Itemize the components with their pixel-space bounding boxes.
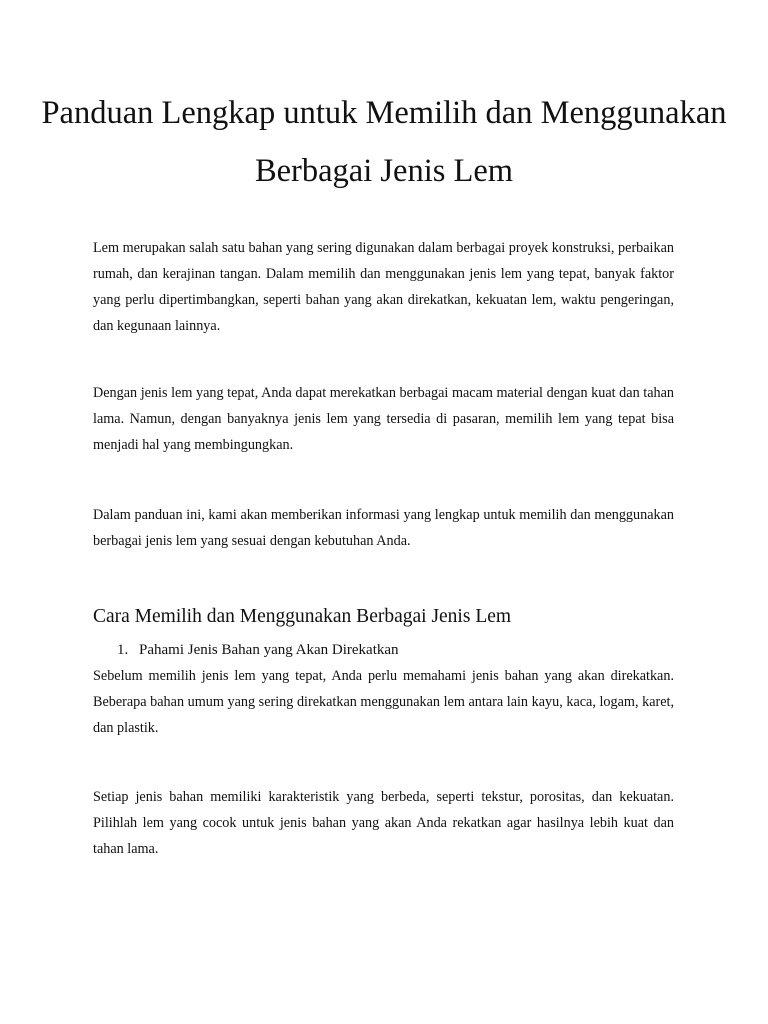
intro-paragraph-1: Lem merupakan salah satu bahan yang sering digunakan dalam berbagai proyek konstruksi, perbaikan rumah, dan kerajinan tangan. Dalam memilih dan menggunakan jenis lem yang tepat, banyak faktor yang perlu dipertimbangkan, seperti bahan yang akan direkatkan, kekuatan lem, waktu pengeringan, dan kegunaan lainnya. [93,240,674,334]
list-item-number: 1. [117,642,129,658]
section-heading: Cara Memilih dan Menggunakan Berbagai Jenis Lem [93,606,512,627]
numbered-list-item [117,638,399,662]
document-title: Panduan Lengkap untuk Memilih dan Menggunakan Berbagai Jenis Lem [41,95,727,189]
section-paragraph-1: Sebelum memilih jenis lem yang tepat, Anda perlu memahami jenis bahan yang akan direkatkan. Beberapa bahan umum yang sering direkatkan menggunakan lem antara lain kayu, kaca, logam, karet, dan plastik. [93,668,674,736]
intro-paragraph-2: Dengan jenis lem yang tepat, Anda dapat merekatkan berbagai macam material dengan kuat dan tahan lama. Namun, dengan banyaknya jenis lem yang tersedia di pasaran, memilih lem yang tepat bisa menjadi hal yang membingungkan. [93,385,674,453]
intro-paragraph-3: Dalam panduan ini, kami akan memberikan informasi yang lengkap untuk memilih dan menggunakan berbagai jenis lem yang sesuai dengan kebutuhan Anda. [93,507,674,549]
list-item-text: Pahami Jenis Bahan yang Akan Direkatkan [139,642,399,658]
section-paragraph-2: Setiap jenis bahan memiliki karakteristik yang berbeda, seperti tekstur, porositas, dan kekuatan. Pilihlah lem yang cocok untuk jenis bahan yang akan Anda rekatkan agar hasilnya lebih kuat dan tahan lama. [93,789,674,857]
